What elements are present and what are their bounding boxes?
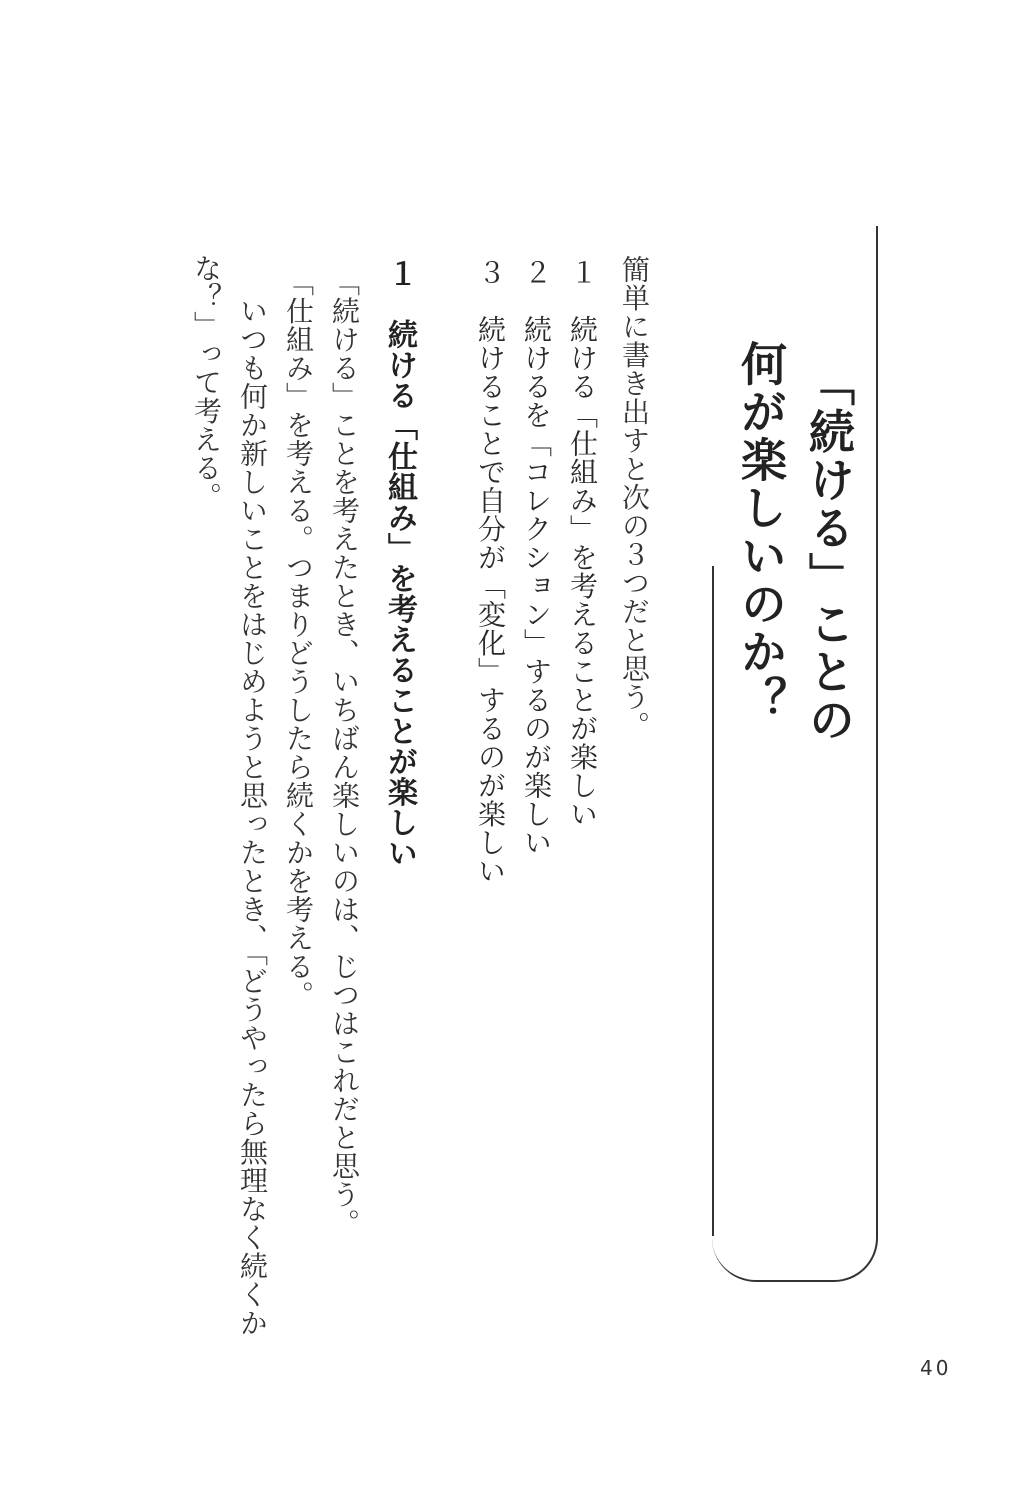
body-paragraph-2: 「仕組み」を考える。つまりどうしたら続くかを考える。	[282, 268, 315, 1009]
page-number: 40	[920, 1356, 952, 1380]
chapter-title-line-2: 何が楽しいのか？	[734, 340, 788, 724]
chapter-title-line-1: 「続ける」ことの	[802, 360, 856, 744]
body-paragraph-3: いつも何か新しいことをはじめようと思ったとき、「どうやったら無理なく続くか	[236, 268, 269, 1337]
intro-text: 簡単に書き出すと次の３つだと思う。	[618, 255, 651, 740]
section-subheading: １ 続ける「仕組み」を考えることが楽しい	[382, 258, 417, 868]
list-item-2: ２ 続けるを「コレクション」するのが楽しい	[520, 258, 553, 857]
list-item-3: ３ 続けることで自分が「変化」するのが楽しい	[474, 258, 507, 885]
body-paragraph-4: な？」って考える。	[190, 254, 223, 511]
list-item-1: １ 続ける「仕組み」を考えることが楽しい	[566, 258, 599, 828]
body-paragraph-1: 「続ける」ことを考えたとき、いちばん楽しいのは、じつはこれだと思う。	[328, 268, 361, 1237]
